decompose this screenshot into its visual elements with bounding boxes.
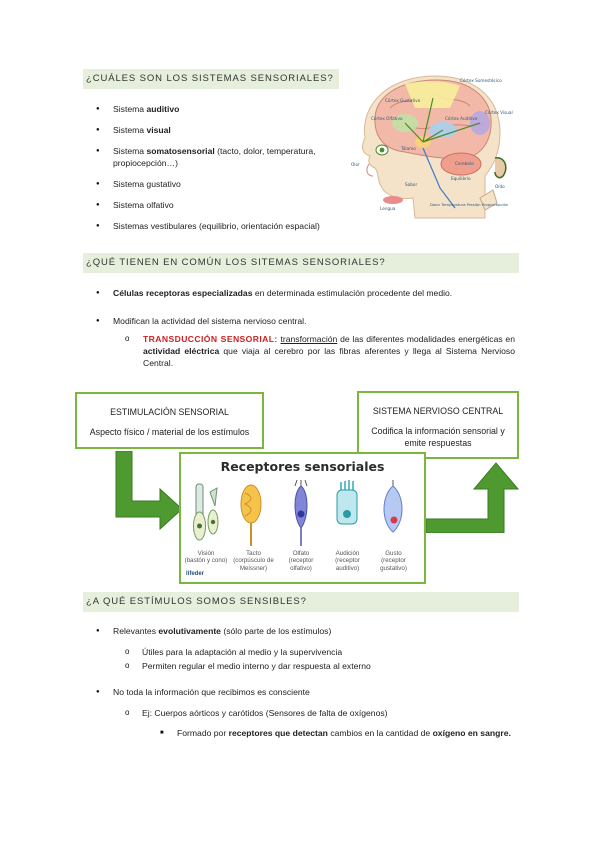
label-cortex-olfativo: Córtex Olfativo	[371, 116, 403, 121]
label-cortex-visual: Córtex Visual	[485, 110, 513, 115]
stimulation-title: ESTIMULACIÓN SENSORIAL	[110, 407, 229, 417]
stimulation-desc: Aspecto físico / material de los estímulos	[89, 427, 250, 437]
list-item: ● Sistema olfativo	[96, 199, 346, 211]
receptor-vision: Visión (bastón y cono)	[184, 550, 228, 565]
section-heading-sistemas: ¿CUÁLES SON LOS SISTEMAS SENSORIALES?	[83, 69, 339, 89]
receptor-auditory: Audición (receptor auditivo)	[335, 550, 360, 572]
common-features-list	[96, 287, 516, 327]
list-item: ■ Formado por receptores que detectan cambios en la cantidad de oxígeno en sangre.	[160, 727, 515, 739]
list-item: o Permiten regular el medio interno y dar respuesta al externo	[125, 660, 515, 672]
arrow-right-up-icon	[426, 459, 524, 533]
label-olor: Olor	[351, 162, 360, 167]
transduction-list	[125, 333, 515, 369]
example-sublist	[125, 707, 515, 719]
receptor-olfactory: Olfato (receptor olfativo)	[288, 550, 314, 572]
label-cortex-gustativo: Córtex Gustativo	[385, 98, 421, 103]
label-equilibrio: Equilibrio	[451, 176, 471, 181]
receptors-title: Receptores sensoriales	[220, 459, 385, 474]
label-dolor-temperatura: Dolor Temperatura Presión Propiocepción	[430, 202, 509, 207]
list-item: ● Relevantes evolutivamente (sólo parte de los estímulos)	[96, 625, 516, 637]
cns-box	[357, 391, 519, 459]
label-sabor: Sabor	[405, 182, 418, 187]
receptor-taste: Gusto (receptor gustativo)	[380, 550, 407, 572]
arrow-down-right-icon	[112, 451, 184, 531]
receptors-image	[179, 452, 426, 584]
brain-sensory-illustration	[345, 68, 515, 228]
receptor-cells-illustration	[181, 478, 424, 550]
label-cerebelo: Cerebelo	[455, 161, 474, 166]
list-item: ● Sistema somatosensorial (tacto, dolor, temperatura, propiocepción…)	[96, 145, 346, 169]
label-talamo: Tálamo	[401, 146, 416, 151]
section-heading-estimulos: ¿A QUÉ ESTÍMULOS SOMOS SENSIBLES?	[83, 592, 519, 612]
consciousness-list	[96, 686, 516, 698]
list-item: o TRANSDUCCIÓN SENSORIAL: transformación de las diferentes modalidades energéticas en actividad eléctrica que viaja al cerebro por las fibras aferentes y llega al Sistema Nervioso Central.	[125, 333, 515, 369]
receptor-detail-list	[160, 727, 515, 739]
label-oido: Oído	[495, 184, 505, 189]
list-item: ● Sistema visual	[96, 124, 346, 136]
sensory-systems-list	[96, 103, 346, 232]
receptor-touch: Tacto (corpúsculo de Meissner)	[233, 550, 274, 572]
list-item: ● Sistema auditivo	[96, 103, 346, 115]
section-heading-comun: ¿QUÉ TIENEN EN COMÚN LOS SITEMAS SENSORIALES?	[83, 253, 519, 273]
label-lengua: Lengua	[380, 206, 396, 211]
list-item: ● Sistema gustativo	[96, 178, 346, 190]
list-item: ● Modifican la actividad del sistema nervioso central.	[96, 315, 516, 327]
stimuli-list	[96, 625, 516, 637]
stimulation-box	[75, 392, 264, 449]
list-item: o Ej: Cuerpos aórticos y carótidos (Sensores de falta de oxígenos)	[125, 707, 515, 719]
cns-title: SISTEMA NERVIOSO CENTRAL	[372, 406, 504, 416]
list-item: ● Células receptoras especializadas en determinada estimulación procedente del medio.	[96, 287, 516, 299]
stimuli-sublist	[125, 646, 515, 672]
list-item: ● No toda la información que recibimos es consciente	[96, 686, 516, 698]
list-item: o Útiles para la adaptación al medio y la supervivencia	[125, 646, 515, 658]
brand-logo: lifeder	[186, 571, 205, 577]
cns-desc: Codifica la información sensorial y emite respuestas	[371, 426, 505, 448]
label-cortex-auditivo: Córtex Auditivo	[445, 116, 478, 121]
transduction-label: TRANSDUCCIÓN SENSORIAL:	[143, 334, 278, 344]
list-item: ● Sistemas vestibulares (equilibrio, orientación espacial)	[96, 220, 346, 232]
label-cortex-somestesico: Córtex Somestésico	[460, 78, 502, 83]
